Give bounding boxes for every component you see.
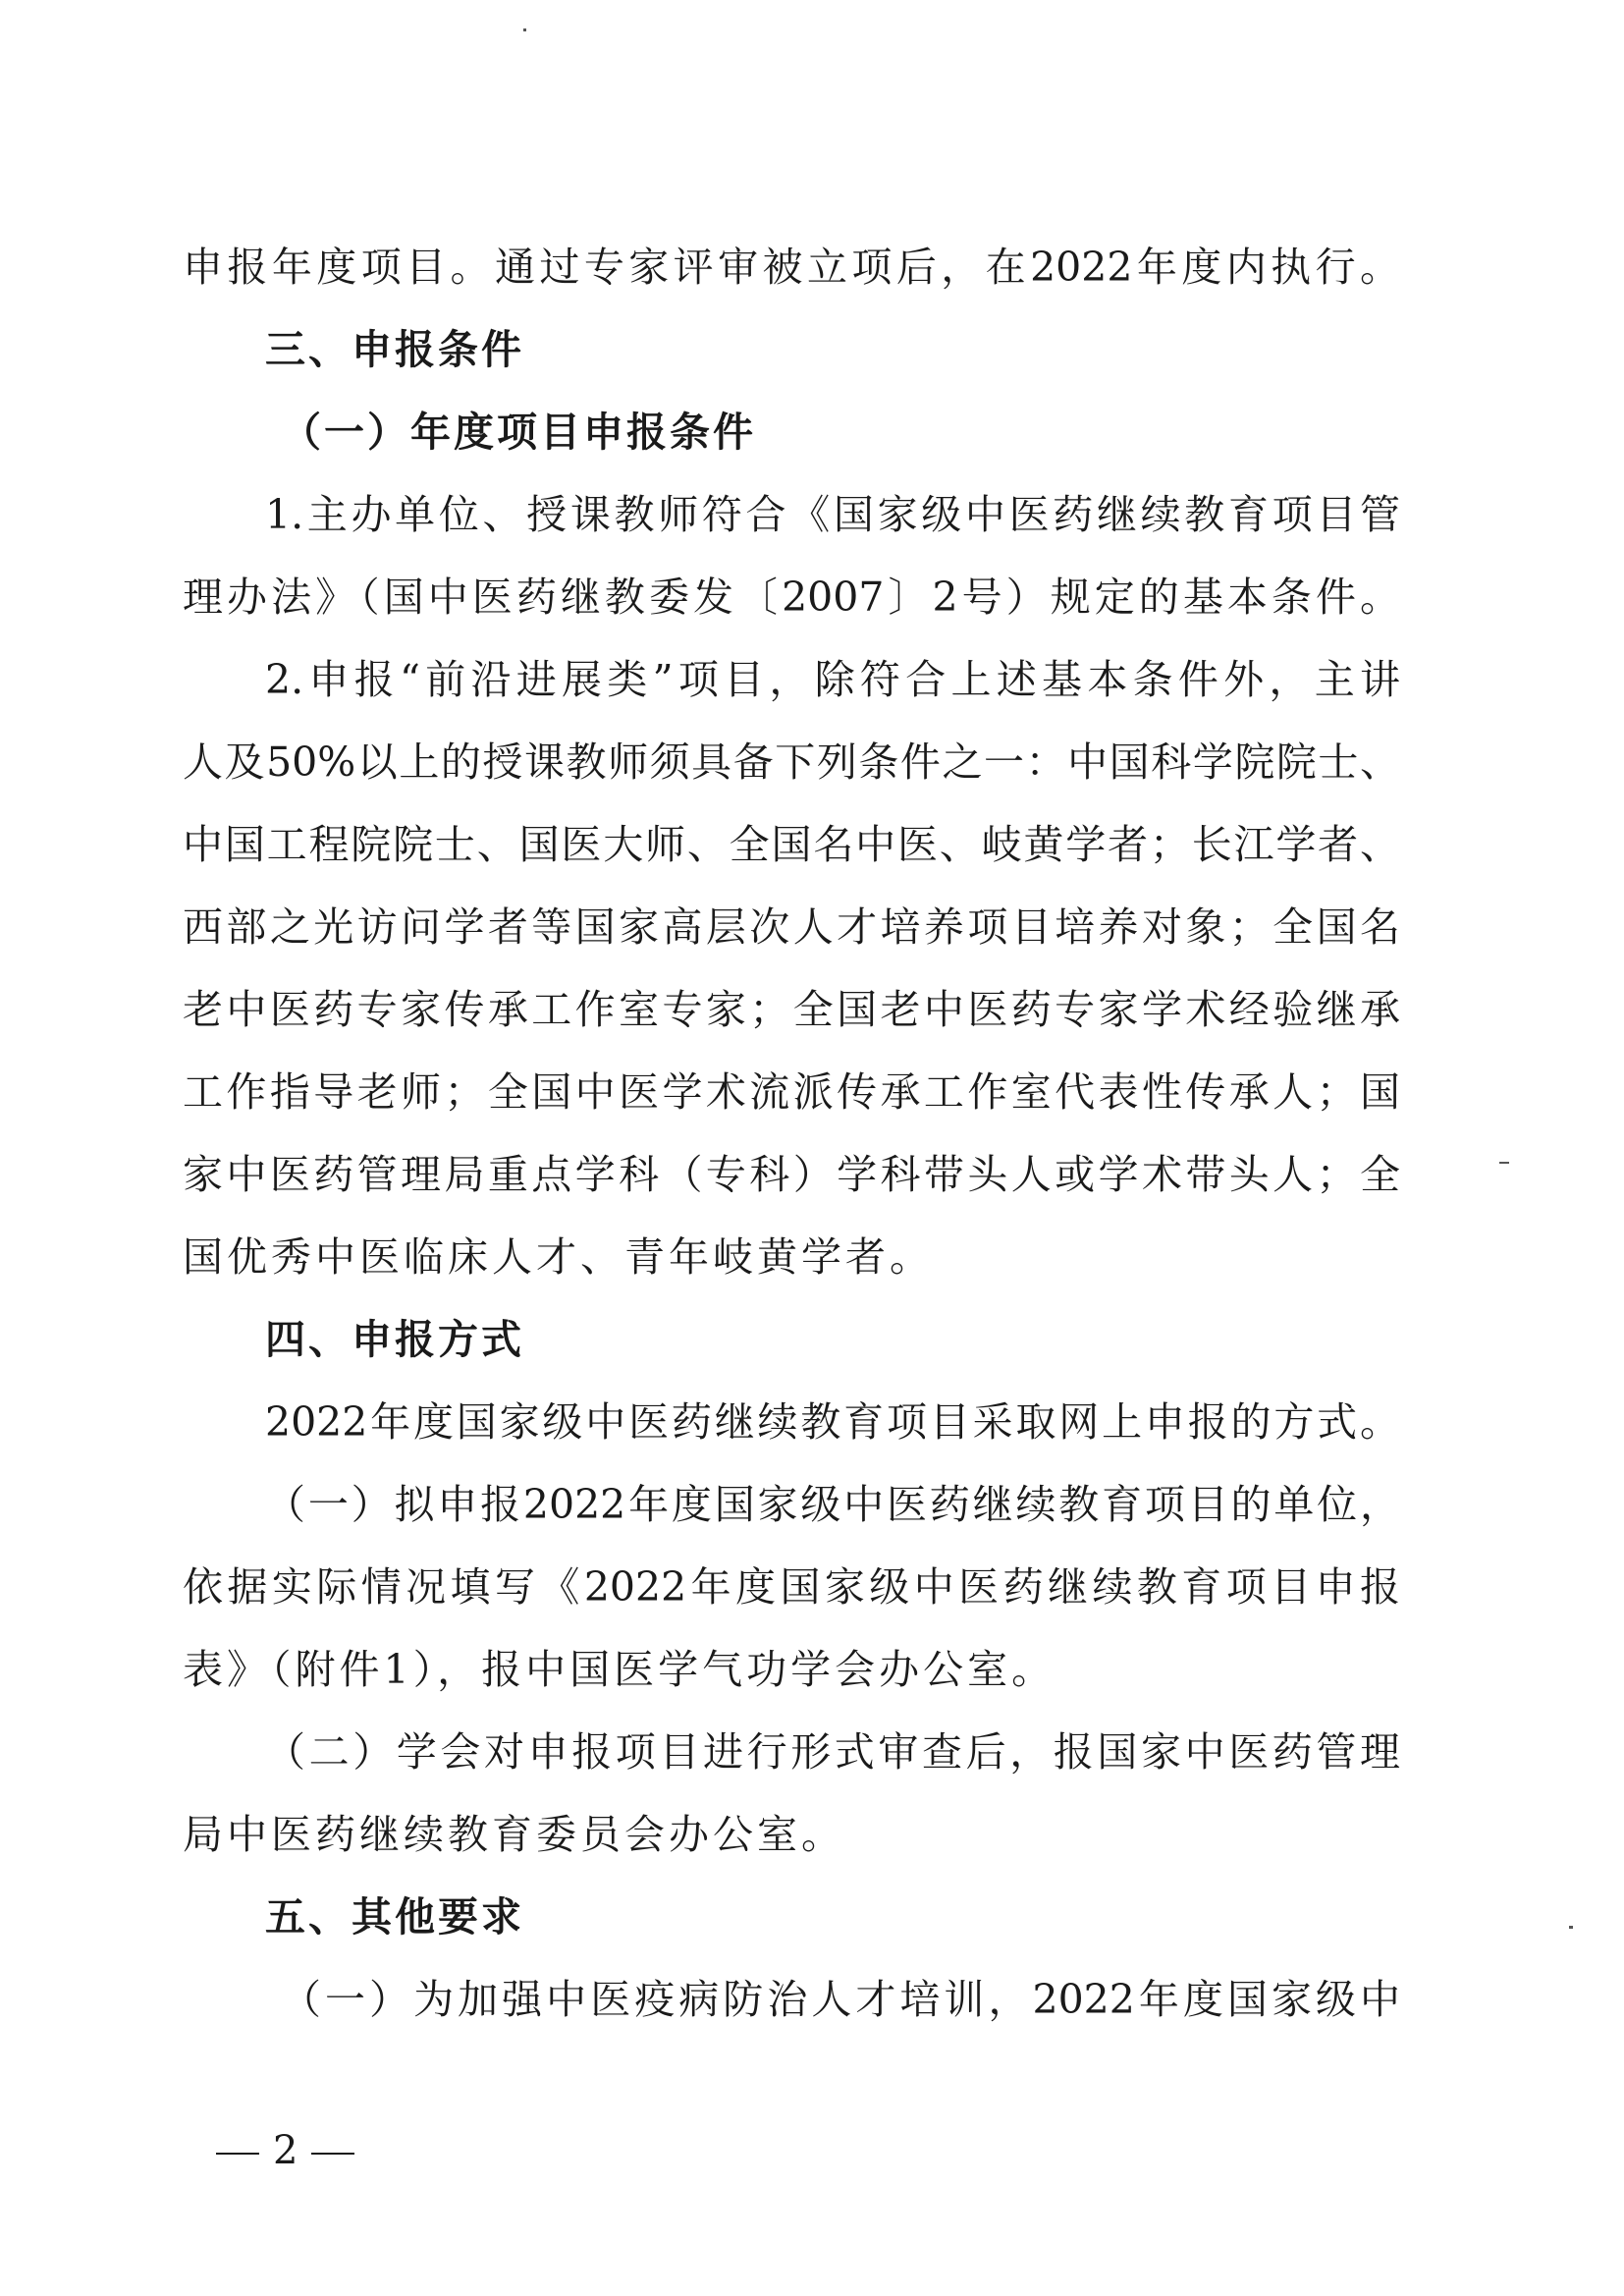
scan-speck [523,28,526,31]
body-line-17: 依据实际情况填写《2022年度国家级中医药继续教育项目申报 [183,1563,1400,1611]
body-line-13: 国优秀中医临床人才、青年岐黄学者。 [183,1233,934,1281]
body-line-12: 家中医药管理局重点学科（专科）学科带头人或学术带头人；全 [183,1151,1400,1198]
body-line-19: （二）学会对申报项目进行形式审查后，报国家中医药管理 [265,1728,1400,1776]
body-line-8: 中国工程院院士、国医大师、全国名中医、岐黄学者；长江学者、 [183,821,1400,868]
page-number-value: 2 [273,2128,298,2173]
body-line-7: 人及50%以上的授课教师须具备下列条件之一：中国科学院院士、 [183,738,1400,786]
scan-speck [1499,1162,1509,1164]
section-heading-5: 五、其他要求 [265,1893,524,1941]
page-number [216,2121,373,2180]
body-line-16: （一）拟申报2022年度国家级中医药继续教育项目的单位， [265,1481,1400,1528]
right-dash [311,2153,354,2155]
body-line-10: 老中医药专家传承工作室专家；全国老中医药专家学术经验继承 [183,986,1400,1033]
section-heading-3: 三、申报条件 [265,326,524,373]
body-line-6: 2.申报“前沿进展类”项目，除符合上述基本条件外，主讲 [265,656,1400,703]
body-line-5: 理办法》（国中医药继教委发〔2007〕2号）规定的基本条件。 [183,574,1400,621]
scan-speck [1569,1926,1573,1929]
subsection-heading-3-1: （一）年度项目申报条件 [281,409,756,456]
body-line-15: 2022年度国家级中医药继续教育项目采取网上申报的方式。 [265,1398,1400,1446]
body-line-9: 西部之光访问学者等国家高层次人才培养项目培养对象；全国名 [183,903,1400,951]
section-heading-4: 四、申报方式 [265,1316,524,1363]
body-line-4: 1.主办单位、授课教师符合《国家级中医药继续教育项目管 [265,491,1400,538]
body-line-22: （一）为加强中医疫病防治人才培训，2022年度国家级中 [281,1976,1400,2023]
body-line-1: 申报年度项目。通过专家评审被立项后，在2022年度内执行。 [183,244,1400,291]
body-line-18: 表》（附件1），报中国医学气功学会办公室。 [183,1646,1056,1693]
body-line-11: 工作指导老师；全国中医学术流派传承工作室代表性传承人；国 [183,1068,1400,1116]
body-line-20: 局中医药继续教育委员会办公室。 [183,1811,845,1858]
left-dash [216,2153,259,2155]
